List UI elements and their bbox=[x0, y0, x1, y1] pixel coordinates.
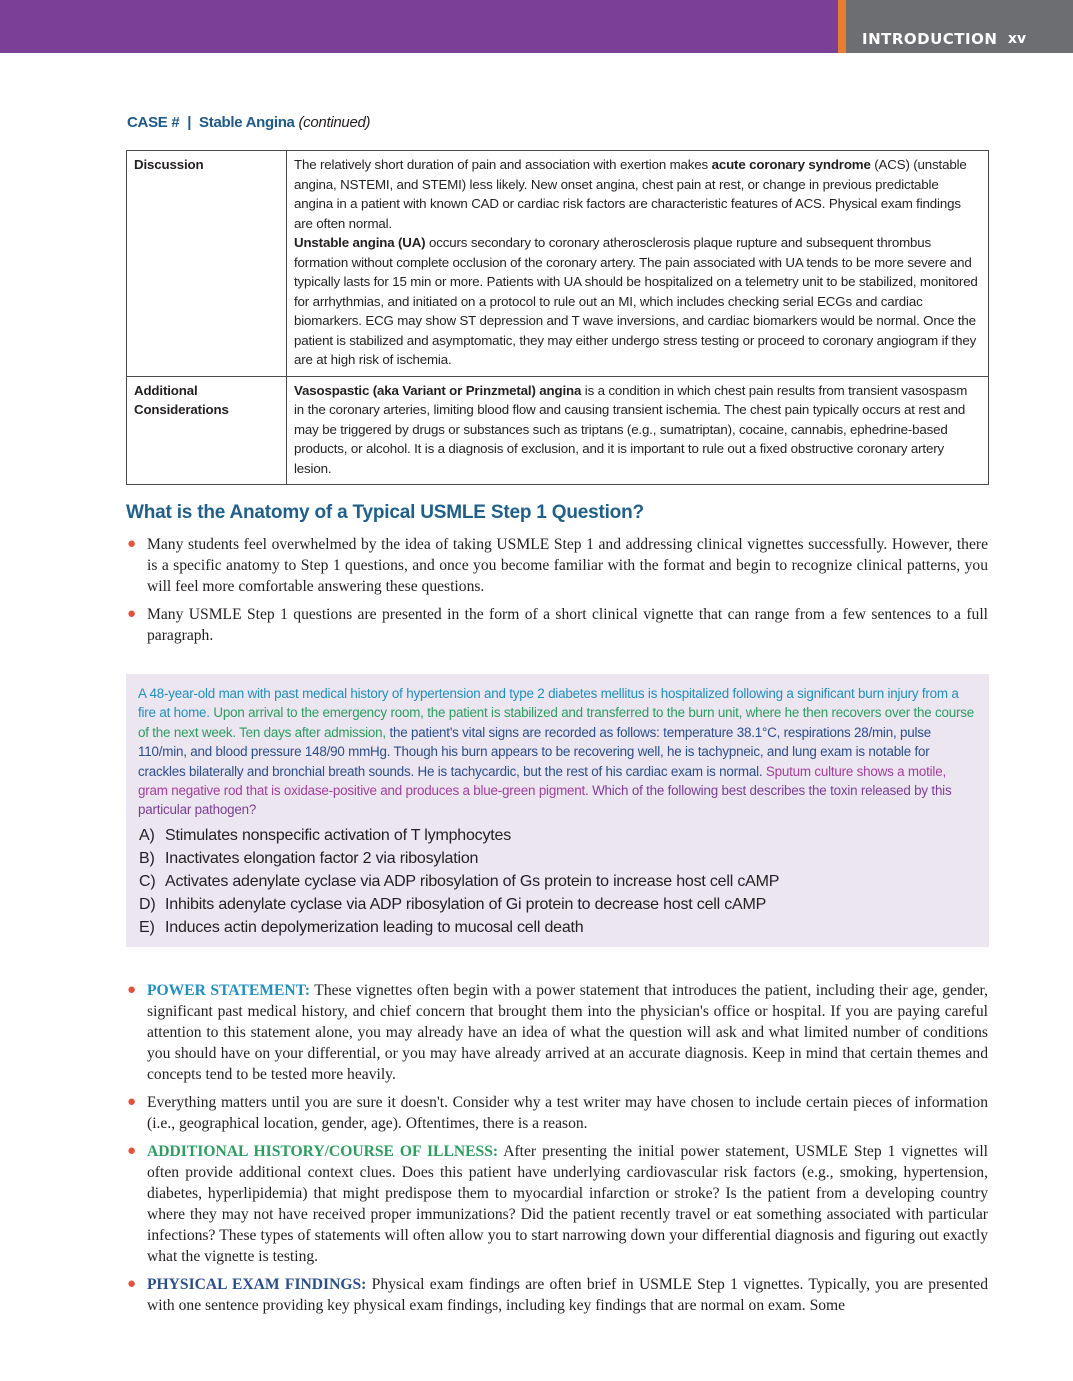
text-run: is a condition in which chest pain results from transient vasospasm in the coronary arteries, limiting blood flow and causing transient ischemia. The chest pain typically occurs at rest and may be triggered by drugs or substances such as triptans (e.g., sumatriptan), cocaine, cannabis, ephedrine-based products, or alcohol. It is a diagnosis of exclusion, and it is important to rule out a fixed obstructive coronary artery lesion. bbox=[294, 382, 968, 476]
answer-option bbox=[138, 870, 977, 893]
header-bar bbox=[0, 0, 838, 53]
bullet-icon: ● bbox=[127, 1094, 137, 1110]
option-letter: E) bbox=[139, 918, 155, 936]
body-bullet-list bbox=[126, 980, 988, 1323]
bullet-term: PHYSICAL EXAM FINDINGS: bbox=[147, 1276, 367, 1293]
vignette-box bbox=[126, 674, 989, 947]
section-heading: What is the Anatomy of a Typical USMLE Step 1 Question? bbox=[126, 502, 644, 523]
vignette-power-statement: A 48-year-old man with past medical history of hypertension and type 2 diabetes mellitus is hospitalized following a significant burn injury from a fire at home. bbox=[138, 686, 959, 721]
option-letter: A) bbox=[139, 826, 155, 844]
discussion-paragraph bbox=[294, 233, 980, 370]
list-item bbox=[126, 1141, 988, 1267]
bold-term: Vasospastic (aka Variant or Prinzmetal) angina bbox=[294, 382, 582, 398]
option-letter: D) bbox=[139, 895, 156, 913]
bullet-term: POWER STATEMENT: bbox=[147, 982, 311, 999]
case-header bbox=[127, 114, 370, 131]
list-item bbox=[126, 1092, 988, 1134]
section-label: INTRODUCTION bbox=[862, 30, 998, 48]
vignette-labs: Sputum culture shows a motile, gram negative rod that is oxidase-positive and produces a blue-green pigment. bbox=[138, 763, 946, 799]
answer-option bbox=[138, 824, 977, 847]
bullet-text: Many students feel overwhelmed by the idea of taking USMLE Step 1 and addressing clinical vignettes successfully. However, there is a specific anatomy to Step 1 questions, and once you become familiar with the format and begin to recognize clinical patterns, you will feel more comfortable answering these questions. bbox=[147, 536, 988, 595]
vignette-history: Upon arrival to the emergency room, the patient is stabilized and transferred to the burn unit, where he then recovers over the course of the next week. Ten days after admission, bbox=[138, 705, 975, 740]
case-label: CASE # bbox=[127, 114, 180, 131]
option-text: Stimulates nonspecific activation of T lymphocytes bbox=[165, 826, 512, 844]
considerations-paragraph bbox=[294, 381, 980, 479]
answer-option bbox=[138, 893, 977, 916]
bullet-icon: ● bbox=[127, 536, 137, 552]
bullet-icon: ● bbox=[127, 1143, 137, 1159]
text-run: The relatively short duration of pain and association with exertion makes bbox=[294, 157, 712, 172]
row-content bbox=[287, 151, 989, 377]
row-label: Discussion bbox=[127, 151, 287, 377]
discussion-paragraph bbox=[294, 155, 980, 233]
answer-option bbox=[138, 916, 977, 939]
option-text: Inactivates elongation factor 2 via ribosylation bbox=[165, 849, 479, 867]
bullet-text: Many USMLE Step 1 questions are presented in the form of a short clinical vignette that can range from a few sentences to a full paragraph. bbox=[147, 606, 988, 644]
bold-term: Unstable angina (UA) bbox=[294, 235, 426, 250]
bullet-text: Everything matters until you are sure it doesn't. Consider why a test writer may have chosen to include certain pieces of information (i.e., geographical location, gender, age). Oftentimes, there is a reason. bbox=[147, 1094, 988, 1132]
option-text: Induces actin depolymerization leading to mucosal cell death bbox=[165, 918, 584, 936]
table-row bbox=[127, 376, 989, 485]
row-label: Additional Considerations bbox=[127, 376, 287, 485]
list-item bbox=[126, 534, 988, 597]
vignette-text bbox=[138, 684, 977, 820]
page-number: xv bbox=[1008, 31, 1027, 47]
answer-option bbox=[138, 847, 977, 870]
header-accent bbox=[838, 0, 846, 53]
vignette-question: Which of the following best describes the toxin released by this particular pathogen? bbox=[138, 783, 952, 818]
bullet-term: ADDITIONAL HISTORY/COURSE OF ILLNESS: bbox=[147, 1143, 499, 1160]
answer-options bbox=[138, 824, 977, 939]
bullet-text: These vignettes often begin with a power statement that introduces the patient, including their age, gender, significant past medical history, and chief concern that brought them into the physician's office or hospital. If you are paying careful attention to this statement alone, you may already have an idea of what the question will ask and what limited number of conditions you should have on your differential, or you may have already arrived at an accurate diagnosis. Keep in mind that certain themes and concepts tend to be tested more heavily. bbox=[147, 982, 988, 1083]
list-item bbox=[126, 1274, 988, 1316]
bullet-icon: ● bbox=[127, 606, 137, 622]
case-title: Stable Angina bbox=[199, 114, 295, 131]
bullet-text: After presenting the initial power statement, USMLE Step 1 vignettes will often provide additional context clues. Does this patient have underlying cardiovascular risk factors (e.g., smoking, hypertension, diabetes, hyperlipidemia) that might predispose them to myocardial infarction or stroke? Is the patient from a developing country where they may not have received proper immunizations? Did the patient recently travel or eat something associated with particular infections? These types of statements will often allow you to start narrowing down your differential diagnosis and figuring out exactly what the vignette is testing. bbox=[147, 1143, 988, 1265]
case-separator: | bbox=[187, 114, 192, 131]
table-row bbox=[127, 151, 989, 377]
case-continued: (continued) bbox=[298, 114, 371, 131]
text-run: occurs secondary to coronary atherosclerosis plaque rupture and subsequent thrombus formation without complete occlusion of the coronary artery. The pain associated with UA tends to be more severe and typically lasts for 15 min or more. Patients with UA should be hospitalized on a telemetry unit to be stabilized, monitored for arrhythmias, and initiated on a protocol to rule out an MI, which includes checking serial ECGs and cardiac biomarkers. ECG may show ST depression and T wave inversions, and cardiac biomarkers would be normal. Once the patient is stabilized and asymptomatic, they may either undergo stress testing or proceed to coronary angiogram if they are at high risk of ischemia. bbox=[294, 235, 978, 367]
text-run: (ACS) (unstable angina, NSTEMI, and STEMI) less likely. New onset angina, chest pain at rest, or change in previous predictable angina in a patient with known CAD or cardiac risk factors are characteristic features of ACS. Physical exam findings are often normal. bbox=[294, 157, 967, 231]
case-table bbox=[126, 150, 989, 485]
option-letter: C) bbox=[139, 872, 156, 890]
bullet-icon: ● bbox=[127, 982, 137, 998]
option-letter: B) bbox=[139, 849, 155, 867]
option-text: Activates adenylate cyclase via ADP ribosylation of Gs protein to increase host cell cAMP bbox=[165, 872, 780, 890]
bold-term: acute coronary syndrome bbox=[711, 157, 871, 172]
option-text: Inhibits adenylate cyclase via ADP ribosylation of Gi protein to decrease host cell cAMP bbox=[165, 895, 767, 913]
list-item bbox=[126, 604, 988, 646]
intro-bullet-list bbox=[126, 534, 988, 653]
bullet-text: Physical exam findings are often brief in USMLE Step 1 vignettes. Typically, you are presented with one sentence providing key physical exam findings, including key findings that are normal on exam. Some bbox=[147, 1276, 988, 1314]
list-item bbox=[126, 980, 988, 1085]
bullet-icon: ● bbox=[127, 1276, 137, 1292]
vignette-exam-findings: the patient's vital signs are recorded as follows: temperature 38.1°C, respirations 28/min, pulse 110/min, and blood pressure 148/90 mmHg. Though his burn appears to be recovering well, he is tachypneic, and lung exam is notable for crackles bilaterally and bronchial breath sounds. He is tachycardic, but the rest of his cardiac exam is normal. bbox=[138, 724, 932, 779]
row-content bbox=[287, 376, 989, 485]
